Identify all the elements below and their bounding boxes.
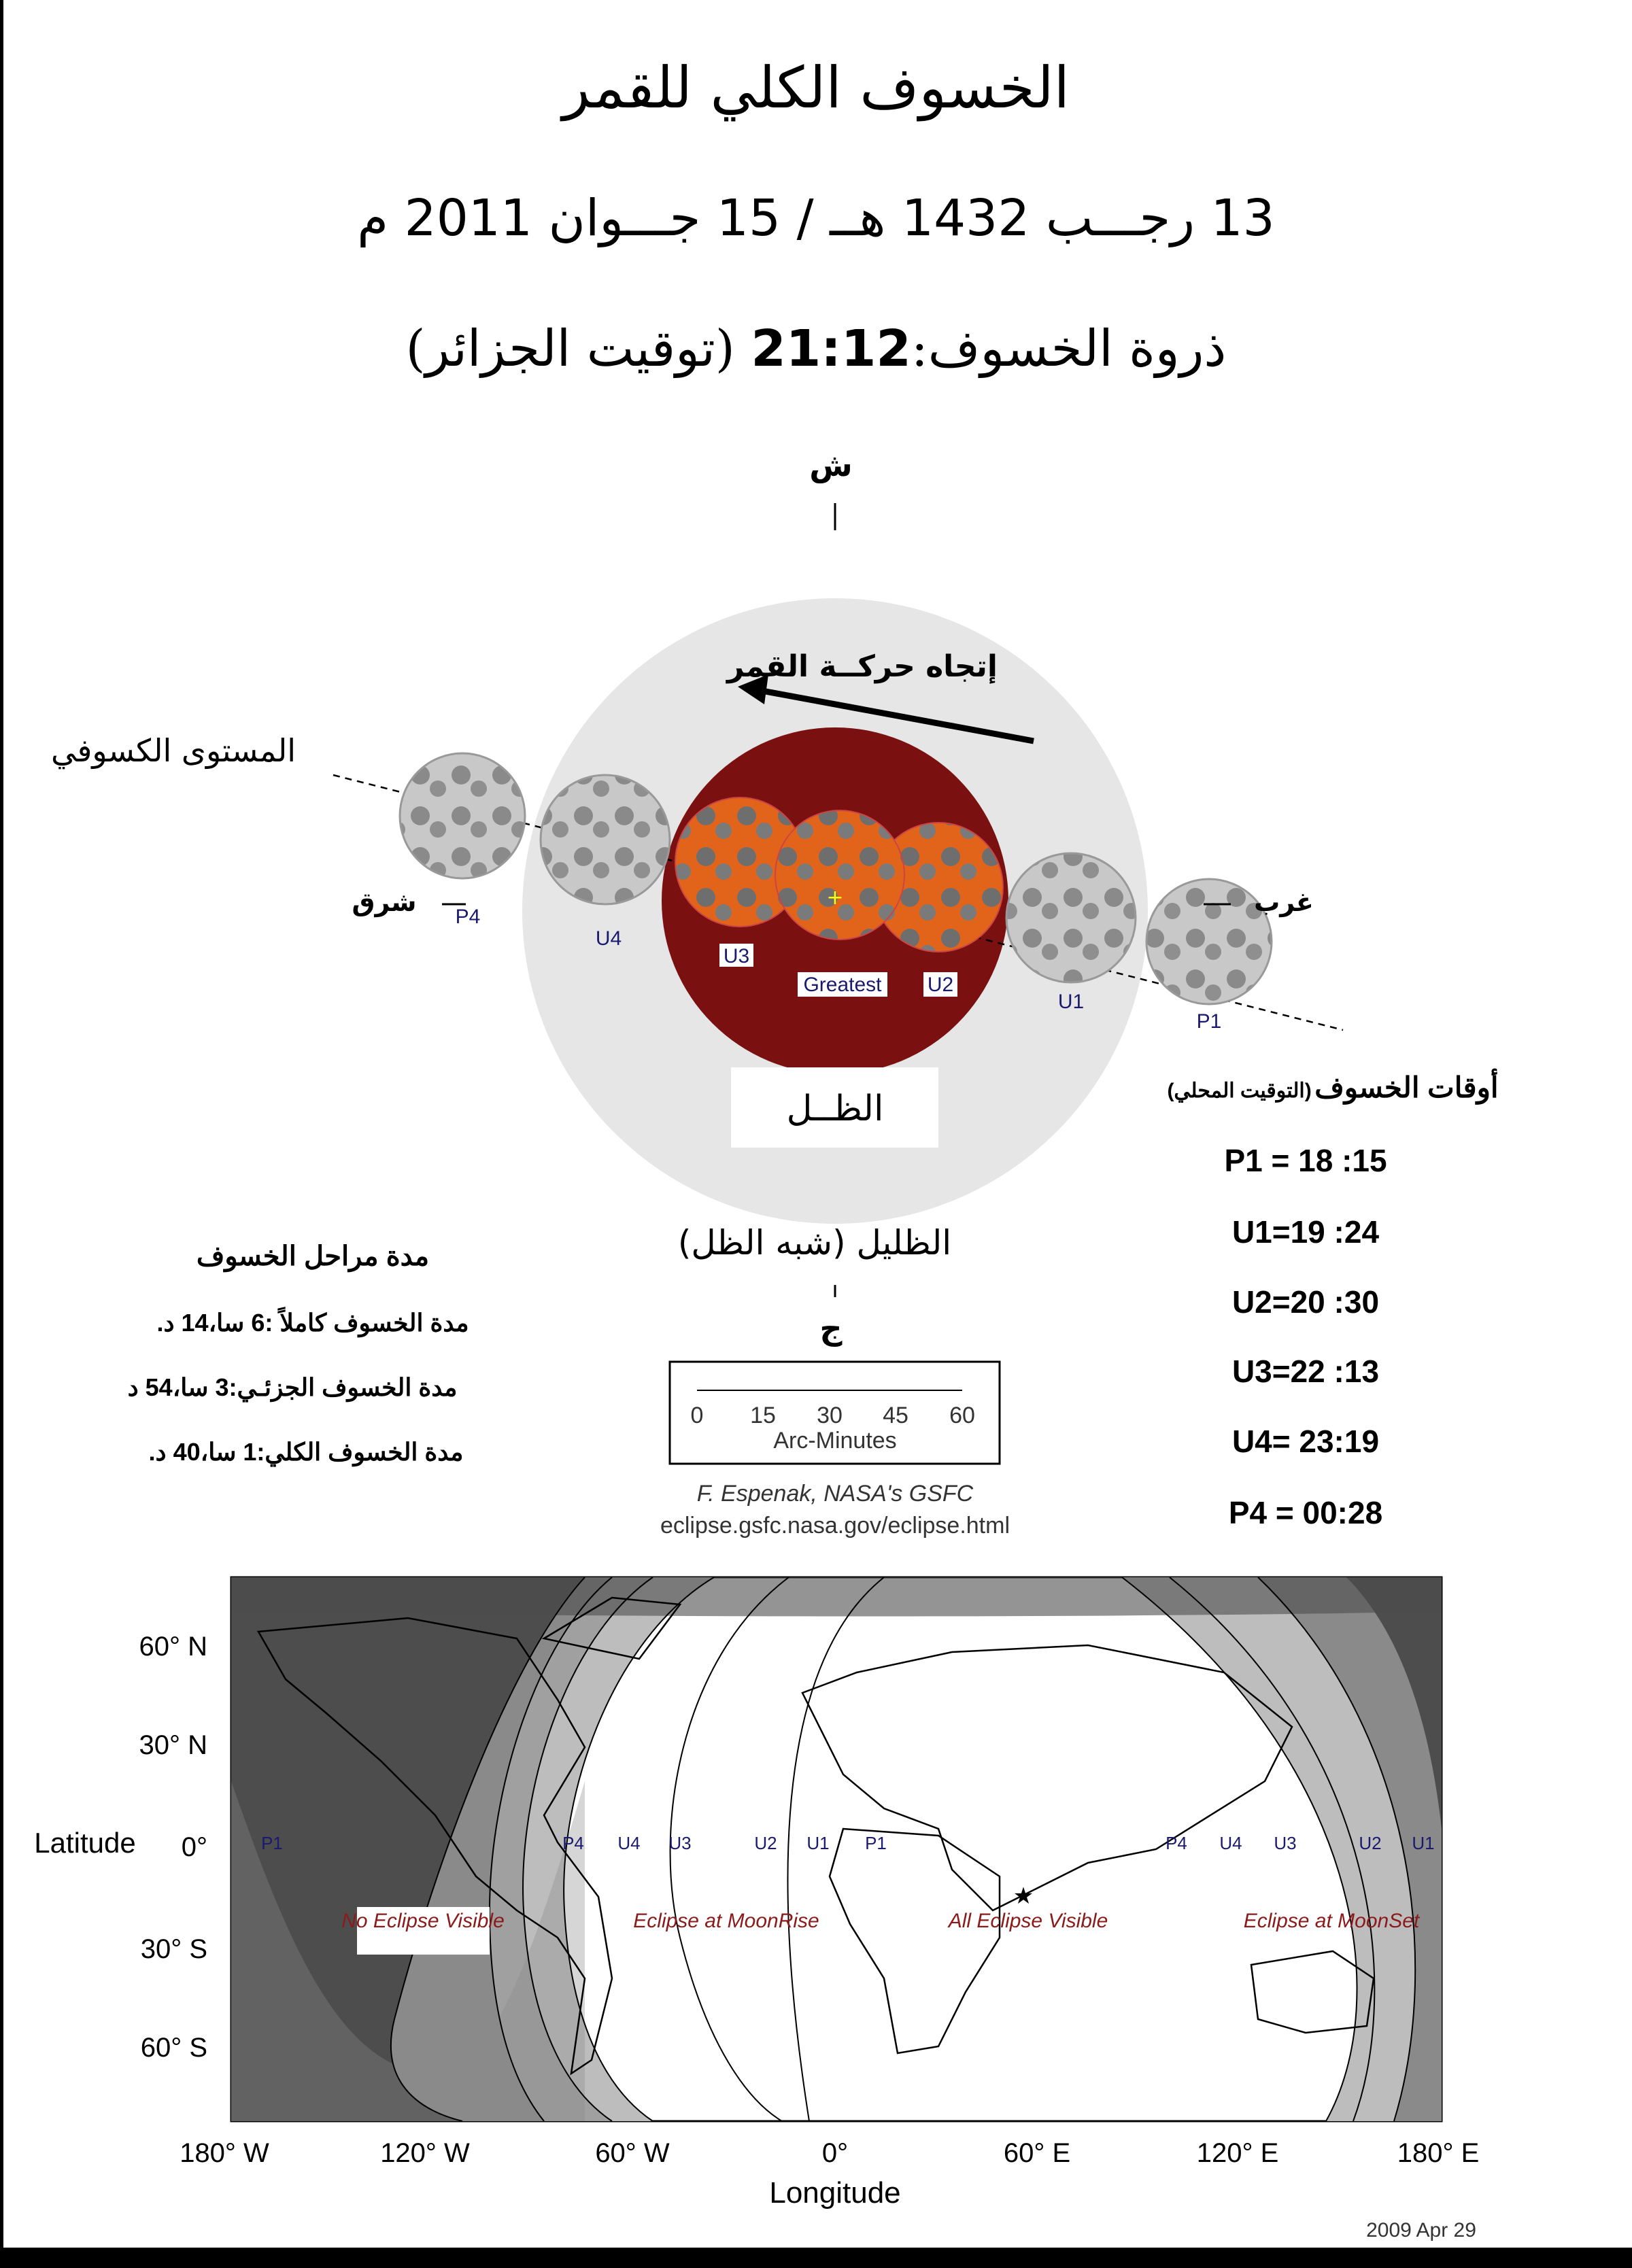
contact-label-u1: U1 <box>1057 991 1085 1013</box>
contact-label-p1: P1 <box>1196 1010 1222 1033</box>
zone-no-eclipse: No Eclipse Visible <box>341 1910 505 1932</box>
map-ylabel: Latitude <box>34 1827 136 1859</box>
south-label: ج <box>819 1310 843 1347</box>
map-label-p1-east: P1 <box>865 1833 887 1853</box>
times-title-note: (التوقيت المحلي) <box>1167 1080 1312 1102</box>
east-label: شرق <box>352 887 417 917</box>
scale-tick-60: 60 <box>949 1403 975 1428</box>
peak-line <box>0 320 1632 378</box>
moon-u1 <box>1006 853 1136 982</box>
time-row-p1: P1 = 18 :15 <box>1224 1143 1387 1178</box>
lat-tick-30n: 30° N <box>139 1730 207 1760</box>
peak-label: ذروة الخسوف: <box>911 320 1227 378</box>
map-label-p4-west: P4 <box>562 1833 584 1853</box>
center-cross-icon: + <box>826 886 844 910</box>
scale-tick-45: 45 <box>883 1403 908 1428</box>
visibility-map <box>0 1557 1632 2250</box>
map-label-u4-east: U4 <box>1219 1833 1242 1853</box>
map-label-u1-west: U1 <box>806 1833 830 1853</box>
contact-label-greatest: Greatest <box>803 974 882 996</box>
lon-tick-180e: 180° E <box>1397 2138 1480 2168</box>
lon-tick-60w: 60° W <box>595 2138 670 2168</box>
times-title-text: أوقات الخسوف <box>1314 1071 1499 1103</box>
motion-label: إتجاه حركــة القمر <box>726 649 998 684</box>
time-row-u4: U4= 23:19 <box>1231 1424 1380 1459</box>
lat-tick-60s: 60° S <box>140 2033 207 2063</box>
map-label-u1-east: U1 <box>1412 1833 1435 1853</box>
map-label-p4-east: P4 <box>1166 1833 1187 1853</box>
lon-tick-120w: 120° W <box>380 2138 470 2168</box>
scale-tick-0: 0 <box>690 1403 704 1428</box>
lon-tick-60e: 60° E <box>1003 2138 1071 2168</box>
map-label-p1-west: P1 <box>261 1833 283 1853</box>
lat-tick-0: 0° <box>181 1832 207 1862</box>
map-label-u3-east: U3 <box>1274 1833 1297 1853</box>
moon-greatest <box>775 810 904 940</box>
durations-title: مدة مراحل الخسوف <box>196 1241 430 1271</box>
map-label-u3-west: U3 <box>668 1833 692 1853</box>
lat-tick-30s: 30° S <box>140 1934 207 1964</box>
lon-tick-180w: 180° W <box>180 2138 269 2168</box>
west-label: غرب <box>1254 887 1314 917</box>
credit-author: F. Espenak, NASA's GSFC <box>696 1481 974 1507</box>
peak-zone: (توقيت الجزائر) <box>405 320 735 378</box>
time-row-u3: U3=22 :13 <box>1231 1354 1380 1389</box>
scale-tick-15: 15 <box>750 1403 776 1428</box>
map-label-u2-west: U2 <box>754 1833 777 1853</box>
ecliptic-label: المستوى الكسوفي <box>50 732 296 769</box>
contact-label-u3: U3 <box>723 945 750 967</box>
north-label: ش <box>809 447 853 483</box>
map-label-u4-west: U4 <box>617 1833 641 1853</box>
lon-tick-120e: 120° E <box>1196 2138 1279 2168</box>
peak-time: 21:12 <box>751 320 911 378</box>
arctic-band <box>231 1577 1442 1617</box>
time-row-p4: P4 = 00:28 <box>1228 1495 1383 1530</box>
map-label-u2-east: U2 <box>1359 1833 1382 1853</box>
page-title: الخسوف الكلي للقمر <box>562 54 1070 121</box>
scale-tick-30: 30 <box>817 1403 843 1428</box>
map-date-stamp: 2009 Apr 29 <box>1366 2219 1476 2241</box>
umbra-label: الظــل <box>786 1088 884 1129</box>
lat-tick-60n: 60° N <box>139 1632 207 1662</box>
credit-url[interactable]: eclipse.gsfc.nasa.gov/eclipse.html <box>660 1513 1010 1539</box>
lon-tick-0: 0° <box>821 2138 849 2168</box>
scale-unit: Arc-Minutes <box>773 1428 897 1454</box>
times-title <box>1115 1071 1550 1104</box>
duration-partial: مدة الخسوف الجزئـي:3 سا،54 د <box>127 1373 458 1401</box>
penumbra-label: الظليل (شبه الظل) <box>677 1223 952 1262</box>
time-row-u2: U2=20 :30 <box>1231 1284 1380 1320</box>
map-xlabel: Longitude <box>769 2176 901 2210</box>
contact-label-u4: U4 <box>595 927 622 950</box>
date-line: 13 رجـــب 1432 هــ / 15 جـــوان 2011 م <box>357 189 1275 247</box>
bottom-frame-border <box>0 2248 1632 2268</box>
duration-totality: مدة الخسوف الكلي:1 سا،40 د. <box>148 1438 464 1466</box>
moon-p1 <box>1146 879 1272 1004</box>
contact-label-u2: U2 <box>927 974 954 996</box>
moon-p4 <box>400 753 525 878</box>
contact-label-p4: P4 <box>455 906 481 928</box>
duration-total: مدة الخسوف كاملاً :6 سا،14 د. <box>156 1309 469 1337</box>
zone-moonrise: Eclipse at MoonRise <box>633 1910 819 1932</box>
zone-all-eclipse: All Eclipse Visible <box>948 1910 1108 1932</box>
sub-lunar-point-icon: ★ <box>1013 1883 1034 1910</box>
time-row-u1: U1=19 :24 <box>1231 1214 1380 1250</box>
zone-moonset: Eclipse at MoonSet <box>1243 1910 1420 1932</box>
moon-u4 <box>541 775 670 904</box>
